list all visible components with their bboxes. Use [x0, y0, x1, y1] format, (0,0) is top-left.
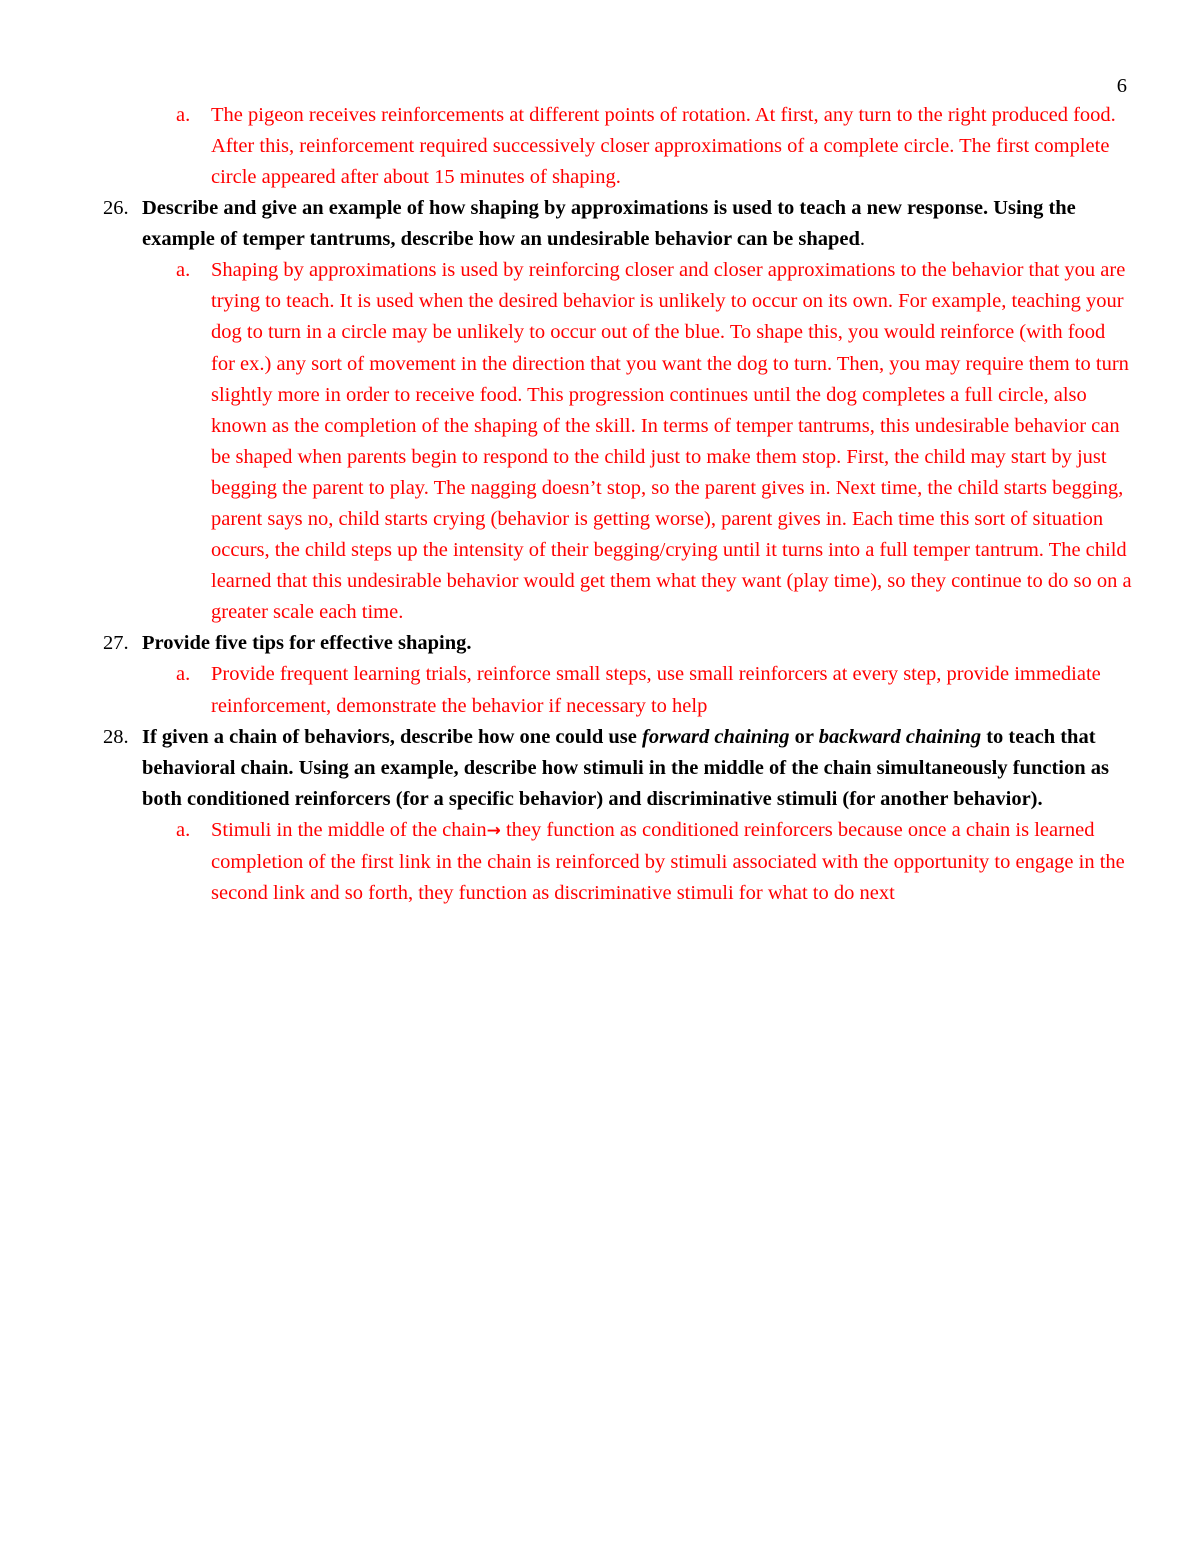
term-forward-chaining: forward chaining: [642, 725, 790, 748]
document-body: [0, 100, 1200, 909]
term-backward-chaining: backward chaining: [818, 725, 982, 748]
answer-text: [211, 819, 1125, 904]
answer-item-continued: [0, 100, 1200, 193]
question-text: Provide five tips for effective shaping.: [142, 632, 472, 655]
page-number: 6: [1116, 75, 1127, 97]
question-text-part1: If given a chain of behaviors, describe how one could use: [142, 725, 642, 748]
answer-letter: a.: [176, 663, 191, 686]
answer-letter: a.: [176, 818, 191, 841]
question-text-trailing: .: [859, 228, 866, 251]
answer-text: Shaping by approximations is used by reinforcing closer and closer approximations to the behavior that you are trying to teach. It is used when the desired behavior is unlikely to occur on its own. For example, teaching your dog to turn in a circle may be unlikely to occur out of the blue. To shape this, you would reinforce (with food for ex.) any sort of movement in the direction that you want the dog to turn. Then, you may require them to turn slightly more in order to receive food. This progression continues until the dog completes a full circle, also known as the completion of the shaping of the skill. In terms of temper tantrums, this undesirable behavior can be shaped when parents begin to respond to the child just to make them stop. First, the child may start by just begging the parent to play. The nagging doesn’t stop, so the parent gives in. Next time, the child starts begging, parent says no, child starts crying (behavior is getting worse), parent gives in. Each time this sort of situation occurs, the child steps up the intensity of their begging/crying until it turns into a full temper tantrum. The child learned that this undesirable behavior would get them what they want (play time), so they continue to do so on a greater scale each time.: [211, 259, 1132, 624]
question-number: 26.: [103, 197, 129, 220]
answer-28: [0, 815, 1200, 909]
question-27: [0, 628, 1200, 659]
answer-letter: a.: [176, 259, 191, 282]
answer-text: The pigeon receives reinforcements at different points of rotation. At first, any turn to the right produced food. After this, reinforcement required successively closer approximations of a complete circle. The first complete circle appeared after about 15 minutes of shaping.: [211, 104, 1116, 189]
question-text: [142, 726, 1109, 810]
answer-text: Provide frequent learning trials, reinforce small steps, use small reinforcers at every step, provide immediate reinforcement, demonstrate the behavior if necessary to help: [211, 663, 1101, 717]
answer-27: [0, 659, 1200, 721]
answer-text-part2: they function as conditioned reinforcers because once a chain is learned completion of the first link in the chain is reinforced by stimuli associated with the opportunity to engage in the second link and so forth, they function as discriminative stimuli for what to do next: [211, 818, 1125, 904]
right-arrow-icon: →: [486, 820, 501, 841]
answer-26: [0, 255, 1200, 628]
question-number: 28.: [103, 725, 129, 748]
question-number: 27.: [103, 632, 129, 655]
answer-text-part1: Stimuli in the middle of the chain: [211, 818, 487, 841]
question-text-main: Describe and give an example of how shaping by approximations is used to teach a new response. Using the example of temper tantrums, describe how an undesirable behavior can be shaped: [142, 197, 1076, 251]
question-text-part2: or: [789, 725, 819, 748]
answer-letter: a.: [176, 104, 191, 126]
question-26: [0, 193, 1200, 255]
question-28: [0, 722, 1200, 815]
question-text: [142, 197, 1076, 250]
question-text-part3: to teach that behavioral chain. Using an example, describe how stimuli in the middle of the chain simultaneously function as both conditioned reinforcers (for a specific behavior) and discriminative stimuli (for another behavior).: [142, 725, 1110, 810]
